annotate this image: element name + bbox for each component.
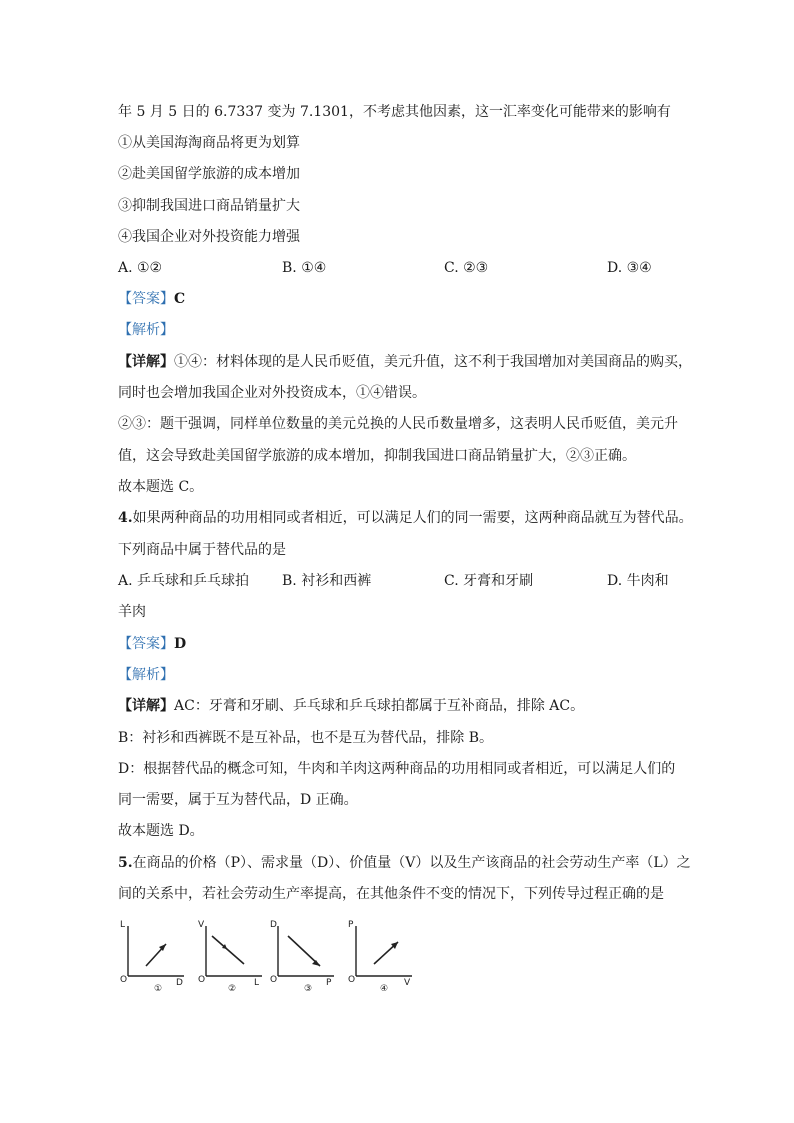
q5-graph-2	[196, 918, 268, 996]
q3-detail-2b: 值，这会导致赴美国留学旅游的成本增加，抑制我国进口商品销量扩大，②③正确。	[118, 448, 636, 464]
q4-detail-3a: D：根据替代品的概念可知，牛肉和羊肉这两种商品的功用相同或者相近，可以满足人们的	[118, 761, 676, 777]
q5-stem-line-1	[118, 853, 691, 873]
q5-graph-3-y-label: D	[270, 920, 277, 930]
q4-answer: D	[174, 636, 187, 652]
q5-graph-2-x-label: L	[254, 978, 260, 988]
q4-detail-1-text: AC：牙膏和牙刷、乒乓球和乒乓球拍都属于互补商品，排除 AC。	[174, 698, 585, 714]
q3-option-a: A. ①②	[118, 260, 163, 276]
q4-detail-3b: 同一需要，属于互为替代品，D 正确。	[118, 792, 358, 808]
q4-detail-tag: 【详解】	[118, 698, 174, 714]
q3-detail-tag: 【详解】	[118, 354, 174, 370]
q4-option-c: C. 牙膏和牙刷	[444, 573, 534, 589]
q3-item-4: ④我国企业对外投资能力增强	[118, 229, 300, 245]
q3-stem-continuation: 年 5 月 5 日的 6.7337 变为 7.1301，不考虑其他因素，这一汇率变化可能带来的影响有	[118, 104, 671, 120]
q5-graph-2-y-label: V	[198, 920, 205, 930]
q5-graph-4-caption: ④	[380, 984, 389, 994]
q5-number: 5.	[118, 855, 133, 871]
q3-answer-line	[118, 289, 185, 309]
q4-detail-1	[118, 696, 584, 716]
q4-answer-tag: 【答案】	[118, 636, 174, 652]
q4-stem-line-1	[118, 508, 693, 528]
q4-stem-a: 如果两种商品的功用相同或者相近，可以满足人们的同一需要，这两种商品就互为替代品。	[132, 510, 693, 526]
q5-stem-a: 在商品的价格（P）、需求量（D）、价值量（V）以及生产该商品的社会劳动生产率（L）之	[132, 855, 691, 871]
q4-stem-b: 下列商品中属于替代品的是	[118, 542, 286, 558]
q3-detail-1a-text: ①④：材料体现的是人民币贬值，美元升值，这不利于我国增加对美国商品的购买，	[174, 354, 692, 370]
q5-graph-3	[268, 918, 340, 996]
q3-item-1: ①从美国海淘商品将更为划算	[118, 135, 300, 151]
q4-conclusion: 故本题选 D。	[118, 823, 204, 839]
q4-option-b: B. 衬衫和西裤	[282, 573, 372, 589]
q3-detail-1a	[118, 352, 692, 372]
q3-option-b: B. ①④	[282, 260, 327, 276]
q3-detail-2a: ②③：题干强调，同样单位数量的美元兑换的人民币数量增多，这表明人民币贬值，美元升	[118, 416, 678, 432]
q3-conclusion: 故本题选 C。	[118, 479, 204, 495]
q5-graph-1-y-label: L	[120, 920, 126, 930]
q5-graph-3-origin: O	[270, 975, 278, 985]
q3-item-3: ③抑制我国进口商品销量扩大	[118, 198, 300, 214]
q5-graph-1-origin: O	[120, 975, 128, 985]
q4-option-a: A. 乒乓球和乒乓球拍	[118, 573, 250, 589]
q3-option-c: C. ②③	[444, 260, 489, 276]
q5-graph-4-x-label: V	[404, 978, 411, 988]
q5-graph-2-origin: O	[198, 975, 206, 985]
q5-graph-3-caption: ③	[304, 984, 313, 994]
q5-graph-3-x-label: P	[326, 978, 332, 988]
q4-detail-2: B：衬衫和西裤既不是互补品，也不是互为替代品，排除 B。	[118, 730, 494, 746]
q5-graph-1	[118, 918, 190, 996]
q5-graph-2-caption: ②	[228, 984, 237, 994]
q5-graph-4-origin: O	[348, 975, 356, 985]
q3-option-d: D. ③④	[607, 260, 652, 276]
q4-option-d: D. 牛肉和	[607, 573, 669, 589]
q4-number: 4.	[118, 510, 133, 526]
q3-detail-1b: 同时也会增加我国企业对外投资成本，①④错误。	[118, 385, 426, 401]
q4-answer-line	[118, 634, 186, 654]
q5-graph-4	[346, 918, 418, 996]
q5-graph-1-caption: ①	[154, 984, 163, 994]
q3-answer: C	[174, 291, 186, 307]
q4-analysis-tag: 【解析】	[118, 667, 174, 683]
q3-answer-tag: 【答案】	[118, 291, 174, 307]
q3-analysis-tag: 【解析】	[118, 322, 174, 338]
q5-stem-b: 间的关系中，若社会劳动生产率提高，在其他条件不变的情况下，下列传导过程正确的是	[118, 886, 664, 902]
q4-option-d-wrap: 羊肉	[118, 604, 146, 620]
q5-graph-1-x-label: D	[176, 978, 183, 988]
q5-graph-4-y-label: P	[348, 920, 354, 930]
q3-item-2: ②赴美国留学旅游的成本增加	[118, 166, 300, 182]
